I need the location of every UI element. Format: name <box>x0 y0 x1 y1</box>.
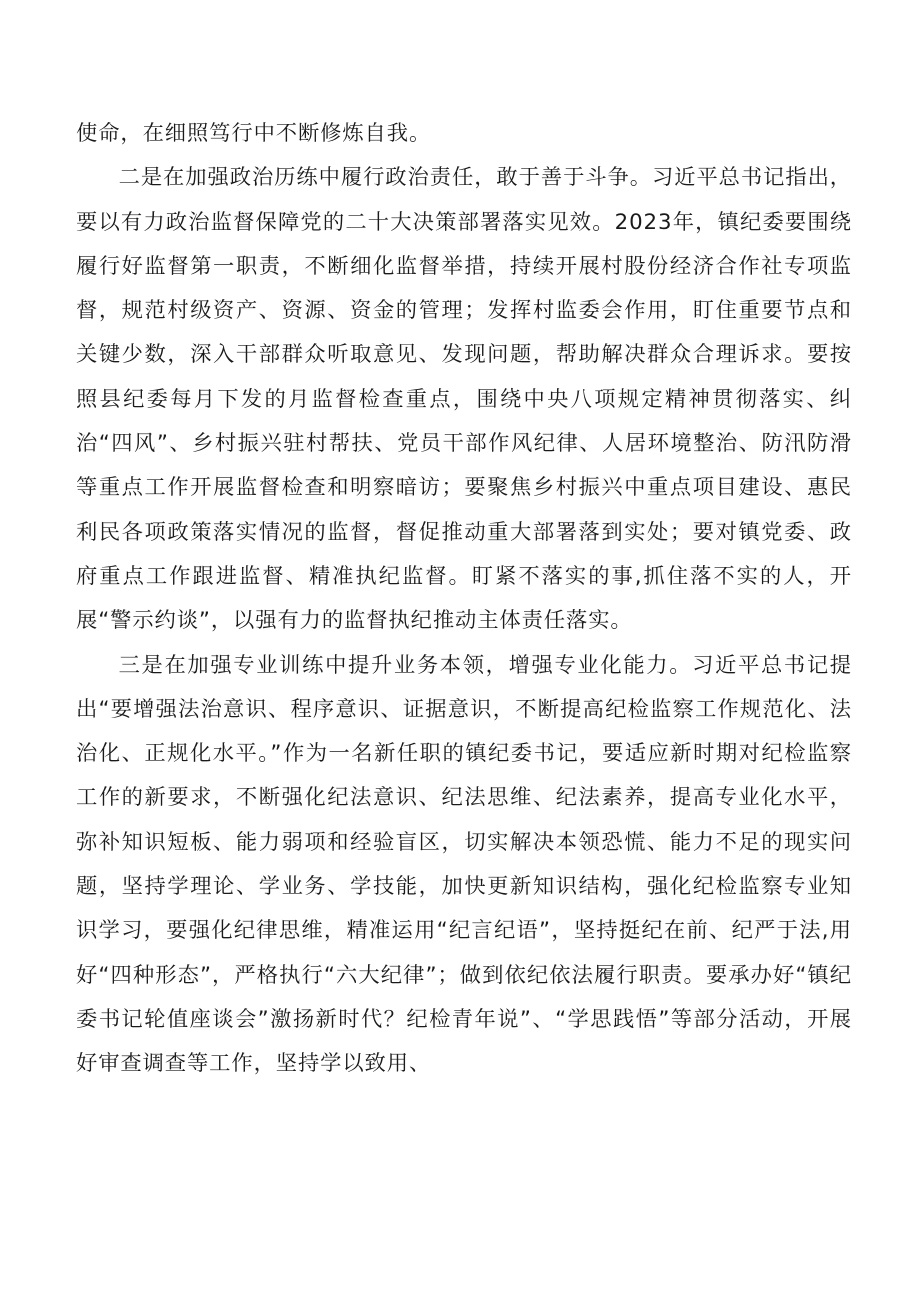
paragraph-political-supervision: 二是在加强政治历练中履行政治责任，敢于善于斗争。习近平总书记指出，要以有力政治监督保障党的二十大决策部署落实见效。2023年，镇纪委要围绕履行好监督第一职责，不断细化监督举措，持续开展村股份经济合作社专项监督，规范村级资产、资源、资金的管理；发挥村监委会作用，盯住重要节点和关键少数，深入干部群众听取意见、发现问题，帮助解决群众合理诉求。要按照县纪委每月下发的月监督检查重点，围绕中央八项规定精神贯彻落实、纠治“四风”、乡村振兴驻村帮扶、党员干部作风纪律、人居环境整治、防汛防滑等重点工作开展监督检查和明察暗访；要聚焦乡村振兴中重点项目建设、惠民利民各项政策落实情况的监督，督促推动重大部署落到实处；要对镇党委、政府重点工作跟进监督、精准执纪监督。盯紧不落实的事,抓住落不实的人，开展“警示约谈”，以强有力的监督执纪推动主体责任落实。 <box>76 165 852 634</box>
document-body <box>76 112 852 1087</box>
paragraph-continuation: 使命，在细照笃行中不断修炼自我。 <box>76 121 432 146</box>
paragraph-professional-training: 三是在加强专业训练中提升业务本领，增强专业化能力。习近平总书记提出“要增强法治意识、程序意识、证据意识，不断提高纪检监察工作规范化、法治化、正规化水平。”作为一名新任职的镇纪委书记，要适应新时期对纪检监察工作的新要求，不断强化纪法意识、纪法思维、纪法素养，提高专业化水平，弥补知识短板、能力弱项和经验盲区，切实解决本领恐慌、能力不足的现实问题，坚持学理论、学业务、学技能，加快更新知识结构，强化纪检监察专业知识学习，要强化纪律思维，精准运用“纪言纪语”，坚持挺纪在前、纪严于法,用好“四种形态”，严格执行“六大纪律”；做到依纪依法履行职责。要承办好“镇纪委书记轮值座谈会”激扬新时代？纪检青年说”、“学思践悟”等部分活动，开展好审查调查等工作，坚持学以致用、 <box>76 652 852 1077</box>
